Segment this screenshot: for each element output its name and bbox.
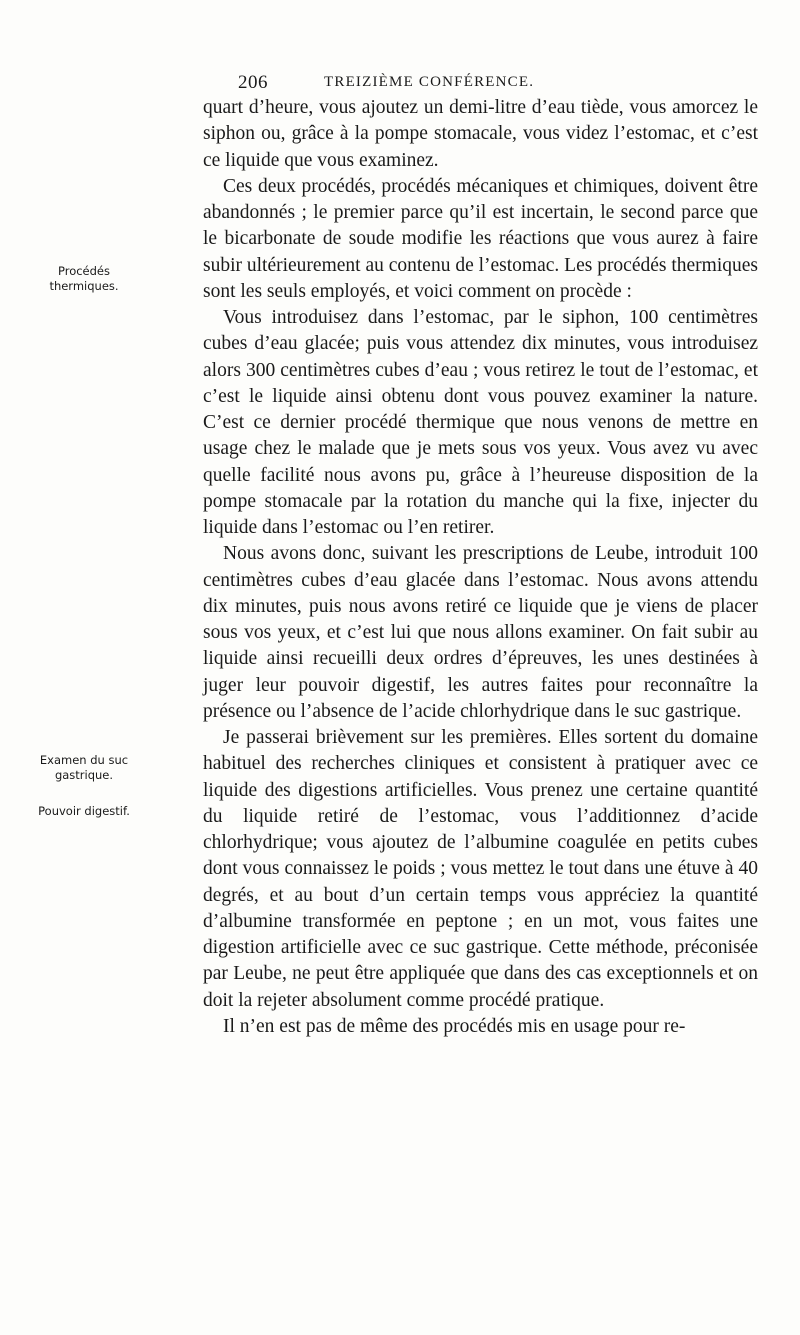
paragraph: Il n’en est pas de même des procédés mis en usage pour re- [223,1015,686,1037]
paragraph: Ces deux procédés, procédés mécaniques et chimiques, doivent être abandonnés ; le premier parce qu’il est incertain, le second parce que le bicarbonate de soude modifie les réactions que vous aurez à faire subir ultérieurement au contenu de l’estomac. Les procédés thermiques sont les seuls employés, et voici comment on procède : [203,175,759,302]
paragraph: Vous introduisez dans l’estomac, par le siphon, 100 centimètres cubes d’eau glacée; puis vous attendez dix minutes, vous introduisez alors 300 centimètres cubes d’eau ; vous retirez le tout de l’estomac, et c’est le liquide ainsi obtenu dont vous pouvez examiner la nature. C’est ce dernier procédé thermique que nous venons de mettre en usage chez le malade que je mets sous vos yeux. Vous avez vu avec quelle facilité nous avons pu, grâce à l’heureuse disposition de la pompe stomacale par la rotation du manche qui la fixe, injecter du liquide dans l’estomac ou l’en retirer. [203,307,758,538]
paragraph: Nous avons donc, suivant les prescriptions de Leube, introduit 100 centimètres cubes d’eau glacée dans l’estomac. Nous avons attendu dix minutes, puis nous avons retiré ce liquide que je viens de placer sous vos yeux, et c’est lui que nous allons examiner. On fait subir au liquide ainsi recueilli deux ordres d’épreuves, les unes destinées à juger leur pouvoir digestif, les autres faites pour reconnaître la présence ou l’absence de l’acide chlorhydrique dans le suc gastrique. [203,543,758,722]
page-number: 206 [238,72,268,93]
margin-note-thermal-procedures: Procédés thermiques. [49,264,119,293]
margin-note-digestive-power: Pouvoir digestif. [38,804,130,818]
running-title: TREIZIÈME CONFÉRENCE. [324,74,535,90]
running-head [238,72,758,96]
margin-note-gastric-juice-exam: Examen du suc gastrique. [39,753,129,782]
paragraph: Je passerai brièvement sur les premières. Elles sortent du domaine habituel des recherches cliniques et consistent à pratiquer avec ce liquide des digestions artificielles. Vous prenez une certaine quantité du liquide retiré de l’estomac, vous l’additionnez d’acide chlorhydrique; vous ajoutez de l’albumine coagulée en petits cubes dont vous connaissez le poids ; vous mettez le tout dans une étuve à 40 degrés, et au bout d’un certain temps vous appréciez la quantité d’albumine transformée en peptone ; en un mot, vous faites une digestion artificielle avec ce suc gastrique. Cette méthode, préconisée par Leube, ne peut être appliquée que dans des cas exceptionnels et on doit la rejeter absolument comme procédé pratique. [203,727,758,1011]
body-text [203,95,758,1040]
paragraph: quart d’heure, vous ajoutez un demi-litre d’eau tiède, vous amorcez le siphon ou, grâce à la pompe stomacale, vous videz l’estomac, et c’est ce liquide que vous examinez. [203,97,758,171]
